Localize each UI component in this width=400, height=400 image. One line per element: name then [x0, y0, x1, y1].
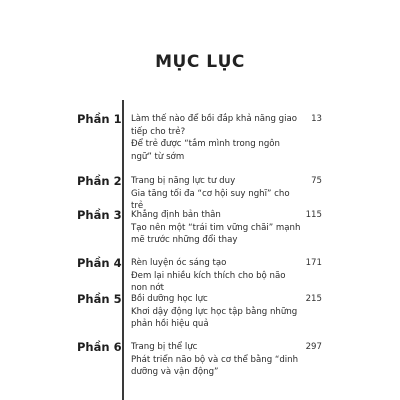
entry-text [131, 341, 303, 379]
page-number: 171 [305, 258, 322, 268]
page-number: 13 [311, 114, 322, 124]
part-label: Phần 4 [77, 256, 122, 270]
entry-title: Bồi dưỡng học lực [131, 294, 208, 304]
page-number: 297 [305, 342, 322, 352]
part-label: Phần 6 [77, 340, 122, 354]
entry-title: Trang bị năng lực tư duy [131, 176, 236, 186]
part-label: Phần 3 [77, 208, 122, 222]
entry-title: Trang bị thể lực [131, 342, 198, 352]
entry-subtitle: Tạo nên một “trái tim vững chãi” mạnh mẽ trước những đổi thay [131, 222, 301, 245]
entry-title: Khẳng định bản thân [131, 210, 221, 220]
entry-text [131, 175, 303, 213]
entry-text [131, 113, 303, 163]
entry-subtitle: Gia tăng tối đa “cơ hội suy nghĩ” cho trẻ [131, 188, 290, 211]
part-label: Phần 1 [77, 112, 122, 126]
page-number: 115 [305, 210, 322, 220]
part-label: Phần 5 [77, 292, 122, 306]
entry-subtitle: Phát triển não bộ và cơ thể bằng “dinh dưỡng và vận động” [131, 354, 299, 377]
entry-text [131, 257, 303, 295]
page-number: 215 [305, 294, 322, 304]
page-title: MỤC LỤC [155, 52, 245, 72]
entry-subtitle: Để trẻ được “tắm mình trong ngôn ngữ” từ sớm [131, 139, 281, 162]
vertical-divider [122, 100, 124, 400]
entry-subtitle: Đem lại nhiều kích thích cho bộ não non nớt [131, 270, 286, 293]
entry-text [131, 209, 303, 247]
page-number: 75 [311, 176, 322, 186]
entry-subtitle: Khơi dậy động lực học tập bằng những phản hồi hiệu quả [131, 306, 298, 329]
part-label: Phần 2 [77, 174, 122, 188]
entry-text [131, 293, 303, 331]
entry-title: Rèn luyện óc sáng tạo [131, 258, 227, 268]
entry-title: Làm thế nào để bồi đắp khả năng giao tiếp cho trẻ? [131, 114, 298, 137]
